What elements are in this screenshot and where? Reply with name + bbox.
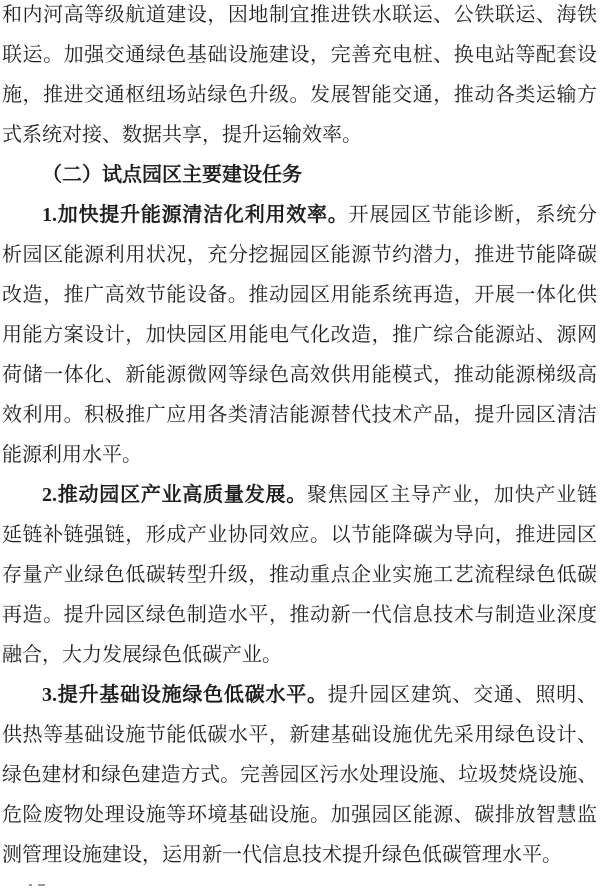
text-line: 能源利用水平。	[2, 444, 142, 466]
text-line: 施，推进交通枢纽场站绿色升级。发展智能交通，推动各类运输方	[2, 84, 597, 106]
text-line: 延链补链强链，形成产业协同效应。以节能降碳为导向，推进园区	[2, 524, 597, 546]
text-line	[2, 475, 597, 515]
page-number-mark	[29, 884, 32, 886]
text-line: 危险废物处理设施等环境基础设施。加强园区能源、碳排放智慧监	[2, 804, 597, 826]
text-line: 用能方案设计，加快园区用能电气化改造，推广综合能源站、源网	[2, 324, 597, 346]
page-number-fragment	[28, 884, 50, 888]
text-line: 效利用。积极推广应用各类清洁能源替代技术产品，提升园区清洁	[2, 404, 597, 426]
text-line: 融合，大力发展绿色低碳产业。	[2, 644, 282, 666]
page-number-mark	[38, 884, 45, 886]
text-line: 存量产业绿色低碳转型升级，推动重点企业实施工艺流程绿色低碳	[2, 564, 597, 586]
line-rest: 开展园区节能诊断，系统分	[348, 204, 597, 226]
numbered-item-lead: 1.加快提升能源清洁化利用效率。	[42, 204, 349, 226]
text-line: 联运。加强交通绿色基础设施建设，完善充电桩、换电站等配套设	[2, 44, 597, 66]
text-line: 供热等基础设施节能低碳水平，新建基础设施优先采用绿色设计、	[2, 724, 597, 746]
text-line: 再造。提升园区绿色制造水平，推动新一代信息技术与制造业深度	[2, 604, 597, 626]
text-line: 和内河高等级航道建设，因地制宜推进铁水联运、公铁联运、海铁	[2, 4, 597, 26]
text-line: 改造，推广高效节能设备。推动园区用能系统再造，开展一体化供	[2, 284, 597, 306]
line-rest: 提升园区建筑、交通、照明、	[327, 684, 597, 706]
text-line	[2, 675, 597, 715]
section-heading: （二）试点园区主要建设任务	[42, 164, 302, 186]
text-line: 绿色建材和绿色建造方式。完善园区污水处理设施、垃圾焚烧设施、	[2, 764, 597, 786]
text-line: 析园区能源利用状况，充分挖掘园区能源节约潜力，推进节能降碳	[2, 244, 597, 266]
numbered-item-lead: 2.推动园区产业高质量发展。	[42, 484, 307, 506]
line-rest: 聚焦园区主导产业，加快产业链	[307, 484, 597, 506]
text-line: 荷储一体化、新能源微网等绿色高效供用能模式，推动能源梯级高	[2, 364, 597, 386]
text-line: 测管理设施建设，运用新一代信息技术提升绿色低碳管理水平。	[2, 844, 562, 866]
text-line: 式系统对接、数据共享，提升运输效率。	[2, 124, 362, 146]
numbered-item-lead: 3.提升基础设施绿色低碳水平。	[42, 684, 328, 706]
text-line	[2, 195, 597, 235]
